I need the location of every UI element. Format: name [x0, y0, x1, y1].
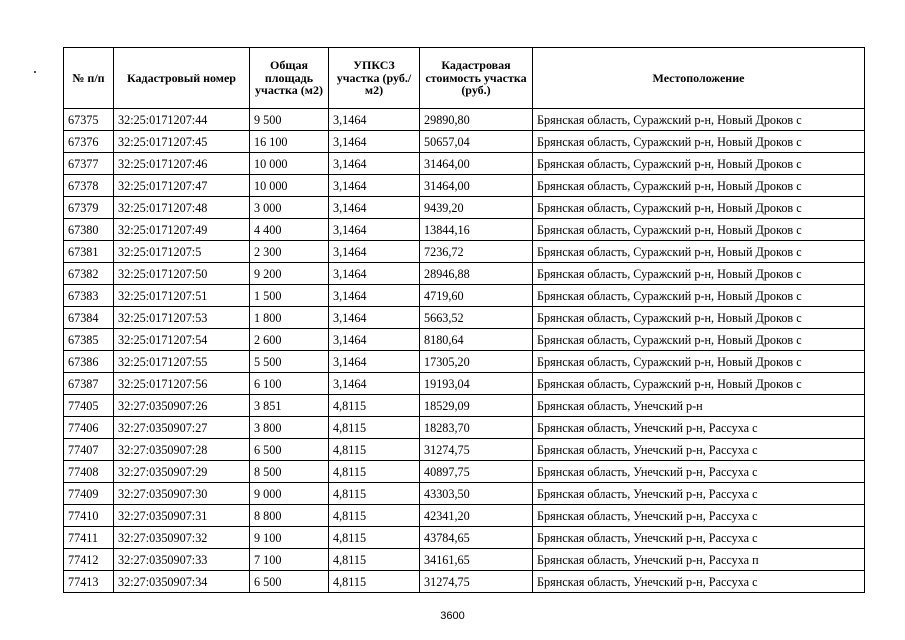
cell-upkz: 3,1464 [329, 373, 420, 395]
cell-cost: 31464,00 [420, 175, 533, 197]
cell-cadastral-number: 32:27:0350907:30 [114, 483, 250, 505]
cell-cost: 9439,20 [420, 197, 533, 219]
cell-upkz: 3,1464 [329, 219, 420, 241]
table-row [64, 417, 865, 439]
cell-location: Брянская область, Унечский р-н, Рассуха с [533, 461, 865, 483]
cell-cost: 7236,72 [420, 241, 533, 263]
cell-num: 67384 [64, 307, 114, 329]
cell-location: Брянская область, Суражский р-н, Новый Дроков с [533, 373, 865, 395]
cell-cadastral-number: 32:25:0171207:54 [114, 329, 250, 351]
cell-location: Брянская область, Суражский р-н, Новый Дроков с [533, 285, 865, 307]
cell-num: 67375 [64, 109, 114, 131]
table-row [64, 483, 865, 505]
cell-upkz: 4,8115 [329, 417, 420, 439]
cell-num: 77405 [64, 395, 114, 417]
cell-num: 77406 [64, 417, 114, 439]
cell-num: 67378 [64, 175, 114, 197]
cell-location: Брянская область, Суражский р-н, Новый Дроков с [533, 153, 865, 175]
cell-cost: 8180,64 [420, 329, 533, 351]
cell-cost: 18529,09 [420, 395, 533, 417]
cell-location: Брянская область, Суражский р-н, Новый Дроков с [533, 131, 865, 153]
table-row [64, 351, 865, 373]
cell-cost: 4719,60 [420, 285, 533, 307]
cell-num: 67386 [64, 351, 114, 373]
cell-cadastral-number: 32:27:0350907:26 [114, 395, 250, 417]
cell-cadastral-number: 32:25:0171207:50 [114, 263, 250, 285]
table-row [64, 175, 865, 197]
cell-num: 67380 [64, 219, 114, 241]
cell-cost: 31274,75 [420, 571, 533, 593]
cell-upkz: 4,8115 [329, 505, 420, 527]
cell-area: 8 500 [250, 461, 329, 483]
cell-location: Брянская область, Суражский р-н, Новый Дроков с [533, 241, 865, 263]
cell-cost: 43303,50 [420, 483, 533, 505]
cell-location: Брянская область, Унечский р-н, Рассуха с [533, 505, 865, 527]
cell-num: 67383 [64, 285, 114, 307]
cell-area: 10 000 [250, 153, 329, 175]
table-row [64, 329, 865, 351]
cell-num: 77409 [64, 483, 114, 505]
cell-area: 1 800 [250, 307, 329, 329]
cell-cost: 42341,20 [420, 505, 533, 527]
cell-location: Брянская область, Суражский р-н, Новый Дроков с [533, 175, 865, 197]
cell-cadastral-number: 32:25:0171207:51 [114, 285, 250, 307]
cell-area: 8 800 [250, 505, 329, 527]
cell-area: 6 500 [250, 571, 329, 593]
cell-upkz: 3,1464 [329, 307, 420, 329]
table-row [64, 263, 865, 285]
header-num: № п/п [64, 48, 114, 109]
cell-num: 67385 [64, 329, 114, 351]
cell-cadastral-number: 32:25:0171207:5 [114, 241, 250, 263]
cell-location: Брянская область, Суражский р-н, Новый Дроков с [533, 351, 865, 373]
table-header-row [64, 48, 865, 109]
cell-area: 16 100 [250, 131, 329, 153]
header-upkz: УПКСЗ участка (руб./м2) [329, 48, 420, 109]
table-row [64, 109, 865, 131]
cell-upkz: 3,1464 [329, 241, 420, 263]
cell-num: 77407 [64, 439, 114, 461]
cell-area: 2 300 [250, 241, 329, 263]
cell-location: Брянская область, Унечский р-н, Рассуха с [533, 439, 865, 461]
cell-cadastral-number: 32:25:0171207:56 [114, 373, 250, 395]
cell-cadastral-number: 32:25:0171207:53 [114, 307, 250, 329]
cell-upkz: 4,8115 [329, 439, 420, 461]
table-row [64, 285, 865, 307]
cell-cadastral-number: 32:25:0171207:46 [114, 153, 250, 175]
cell-cost: 31274,75 [420, 439, 533, 461]
cell-area: 5 500 [250, 351, 329, 373]
cell-cost: 50657,04 [420, 131, 533, 153]
cell-area: 3 851 [250, 395, 329, 417]
table-row [64, 219, 865, 241]
cell-num: 67387 [64, 373, 114, 395]
header-cost: Кадастровая стоимость участка (руб.) [420, 48, 533, 109]
cell-area: 7 100 [250, 549, 329, 571]
cell-cost: 43784,65 [420, 527, 533, 549]
cell-cadastral-number: 32:25:0171207:44 [114, 109, 250, 131]
cell-upkz: 4,8115 [329, 395, 420, 417]
cell-upkz: 4,8115 [329, 527, 420, 549]
cell-upkz: 3,1464 [329, 109, 420, 131]
cell-area: 9 100 [250, 527, 329, 549]
cell-upkz: 4,8115 [329, 483, 420, 505]
cell-cost: 19193,04 [420, 373, 533, 395]
cell-cadastral-number: 32:27:0350907:33 [114, 549, 250, 571]
cell-cost: 13844,16 [420, 219, 533, 241]
table-row [64, 241, 865, 263]
cell-num: 77408 [64, 461, 114, 483]
cell-upkz: 3,1464 [329, 131, 420, 153]
cell-location: Брянская область, Суражский р-н, Новый Дроков с [533, 109, 865, 131]
header-cadastral-number: Кадастровый номер [114, 48, 250, 109]
cell-num: 77412 [64, 549, 114, 571]
cell-cadastral-number: 32:27:0350907:31 [114, 505, 250, 527]
cell-location: Брянская область, Суражский р-н, Новый Дроков с [533, 329, 865, 351]
cell-upkz: 3,1464 [329, 153, 420, 175]
cell-cost: 29890,80 [420, 109, 533, 131]
header-location: Местоположение [533, 48, 865, 109]
cell-cost: 31464,00 [420, 153, 533, 175]
cell-area: 10 000 [250, 175, 329, 197]
cell-cost: 34161,65 [420, 549, 533, 571]
cell-area: 4 400 [250, 219, 329, 241]
cell-cadastral-number: 32:25:0171207:48 [114, 197, 250, 219]
cell-upkz: 3,1464 [329, 175, 420, 197]
cell-area: 9 200 [250, 263, 329, 285]
cell-upkz: 3,1464 [329, 329, 420, 351]
cell-upkz: 3,1464 [329, 197, 420, 219]
cell-num: 67379 [64, 197, 114, 219]
cell-num: 77411 [64, 527, 114, 549]
cell-location: Брянская область, Унечский р-н, Рассуха с [533, 527, 865, 549]
table-row [64, 197, 865, 219]
cell-cadastral-number: 32:25:0171207:45 [114, 131, 250, 153]
cell-area: 1 500 [250, 285, 329, 307]
cell-cost: 18283,70 [420, 417, 533, 439]
cell-cadastral-number: 32:25:0171207:49 [114, 219, 250, 241]
cell-cadastral-number: 32:27:0350907:34 [114, 571, 250, 593]
cell-num: 77413 [64, 571, 114, 593]
table-row [64, 131, 865, 153]
stray-mark [34, 71, 36, 73]
cell-location: Брянская область, Унечский р-н, Рассуха с [533, 571, 865, 593]
cell-location: Брянская область, Унечский р-н [533, 395, 865, 417]
cadastral-table [63, 47, 865, 593]
page-number: 3600 [440, 610, 465, 622]
cell-area: 2 600 [250, 329, 329, 351]
cell-cadastral-number: 32:27:0350907:32 [114, 527, 250, 549]
cell-num: 67382 [64, 263, 114, 285]
table-row [64, 549, 865, 571]
cell-area: 3 000 [250, 197, 329, 219]
cell-upkz: 3,1464 [329, 285, 420, 307]
cell-num: 67377 [64, 153, 114, 175]
cell-area: 9 000 [250, 483, 329, 505]
table-row [64, 505, 865, 527]
cell-num: 77410 [64, 505, 114, 527]
cell-cadastral-number: 32:27:0350907:28 [114, 439, 250, 461]
cell-location: Брянская область, Суражский р-н, Новый Дроков с [533, 263, 865, 285]
cell-cost: 28946,88 [420, 263, 533, 285]
table-row [64, 527, 865, 549]
table-row [64, 461, 865, 483]
cell-location: Брянская область, Суражский р-н, Новый Дроков с [533, 219, 865, 241]
cell-cadastral-number: 32:27:0350907:27 [114, 417, 250, 439]
cell-area: 9 500 [250, 109, 329, 131]
cell-location: Брянская область, Суражский р-н, Новый Дроков с [533, 307, 865, 329]
cell-upkz: 3,1464 [329, 351, 420, 373]
cell-cadastral-number: 32:25:0171207:47 [114, 175, 250, 197]
table-row [64, 571, 865, 593]
cell-location: Брянская область, Унечский р-н, Рассуха с [533, 417, 865, 439]
table-row [64, 307, 865, 329]
cell-area: 6 100 [250, 373, 329, 395]
table-row [64, 153, 865, 175]
header-area: Общая площадь участка (м2) [250, 48, 329, 109]
cell-area: 3 800 [250, 417, 329, 439]
cell-cadastral-number: 32:25:0171207:55 [114, 351, 250, 373]
table-row [64, 439, 865, 461]
cell-location: Брянская область, Унечский р-н, Рассуха п [533, 549, 865, 571]
cell-location: Брянская область, Суражский р-н, Новый Дроков с [533, 197, 865, 219]
cell-location: Брянская область, Унечский р-н, Рассуха с [533, 483, 865, 505]
cell-upkz: 4,8115 [329, 461, 420, 483]
cell-upkz: 4,8115 [329, 549, 420, 571]
cell-num: 67376 [64, 131, 114, 153]
cell-num: 67381 [64, 241, 114, 263]
cell-cost: 5663,52 [420, 307, 533, 329]
table-row [64, 373, 865, 395]
cell-cadastral-number: 32:27:0350907:29 [114, 461, 250, 483]
cell-cost: 40897,75 [420, 461, 533, 483]
cell-upkz: 3,1464 [329, 263, 420, 285]
cell-area: 6 500 [250, 439, 329, 461]
table-row [64, 395, 865, 417]
cell-cost: 17305,20 [420, 351, 533, 373]
cell-upkz: 4,8115 [329, 571, 420, 593]
